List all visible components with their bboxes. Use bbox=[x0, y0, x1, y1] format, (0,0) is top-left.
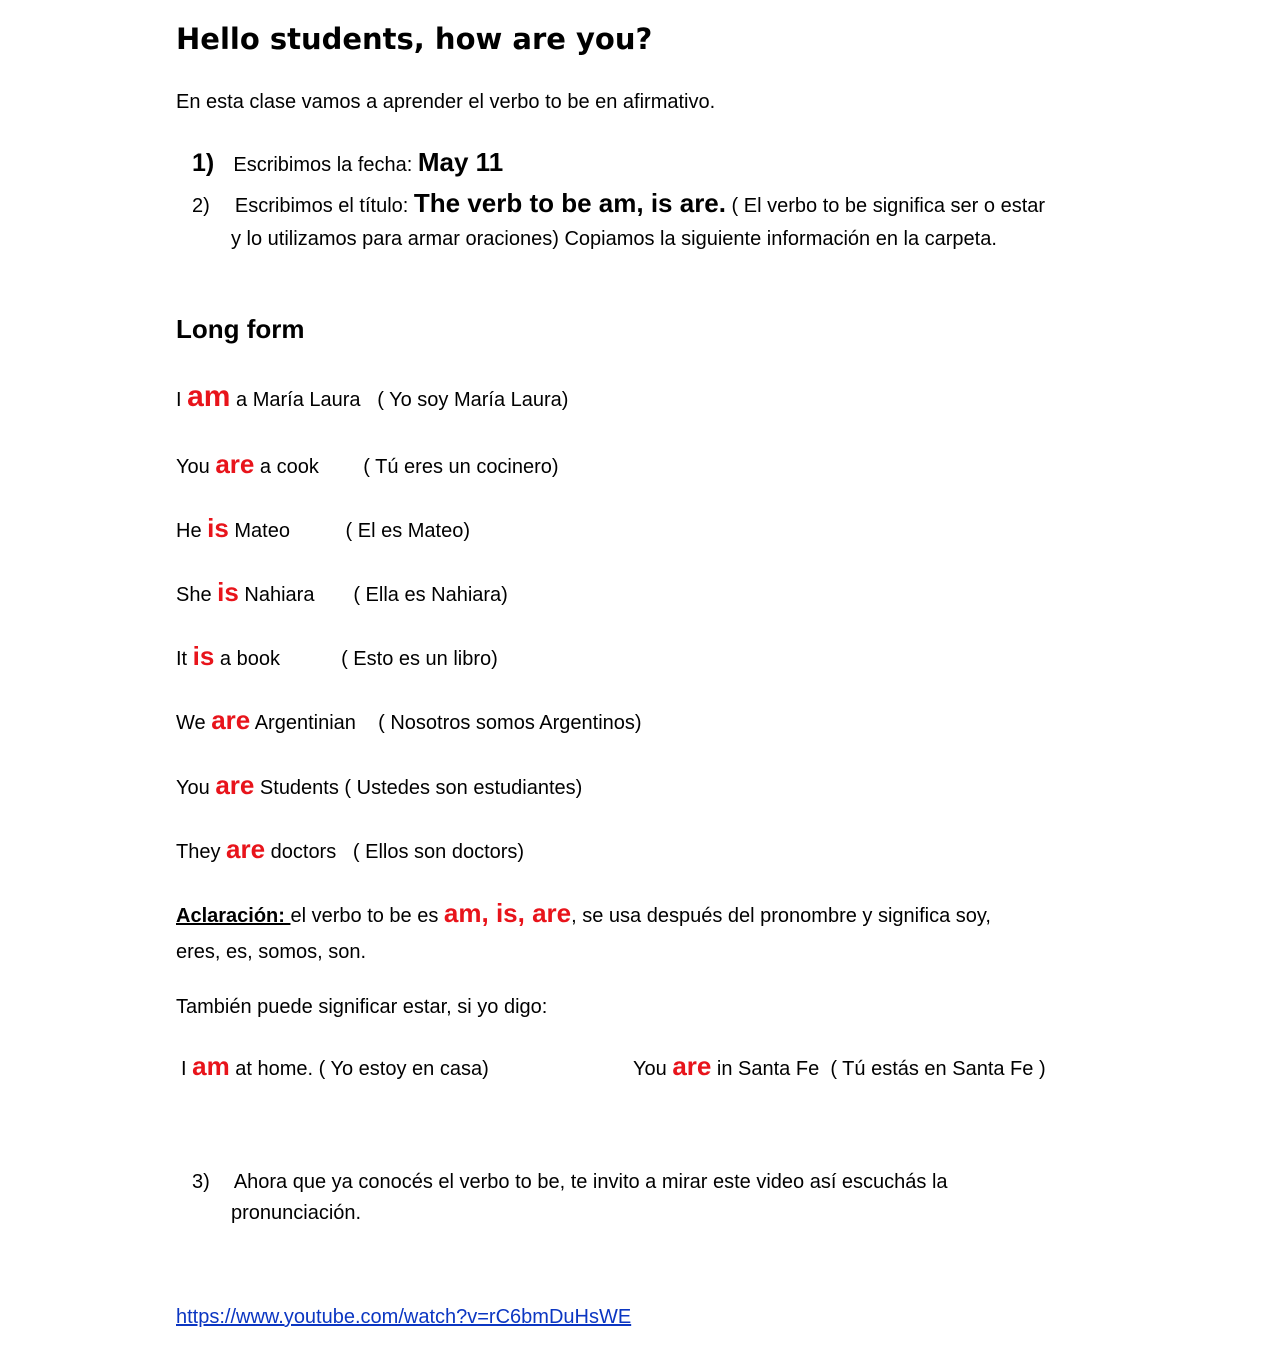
example-verb: are bbox=[226, 834, 266, 864]
example-rest: a María Laura ( Yo soy María Laura) bbox=[230, 389, 569, 411]
step-3-line-2: pronunciación. bbox=[231, 1202, 362, 1224]
example-pronoun: I bbox=[181, 1058, 193, 1080]
step-3 bbox=[192, 1171, 948, 1194]
step-1-text: Escribimos la fecha: bbox=[233, 154, 418, 176]
clarification-verbs: am, is, are bbox=[443, 898, 572, 928]
step-1 bbox=[192, 147, 503, 178]
video-link[interactable]: https://www.youtube.com/watch?v=rC6bmDuHsWE bbox=[176, 1306, 632, 1328]
example-pronoun: I bbox=[176, 389, 188, 411]
step-2-text: Escribimos el título: bbox=[234, 195, 414, 217]
example-verb: is bbox=[207, 513, 229, 543]
example-line bbox=[176, 770, 582, 801]
example-pronoun: You bbox=[176, 777, 216, 799]
example-verb: are bbox=[215, 770, 255, 800]
example-pronoun: They bbox=[176, 841, 227, 863]
clarification-text-2: , se usa después del pronombre y significa soy, bbox=[571, 905, 991, 927]
example-verb: am bbox=[192, 1051, 230, 1081]
page-title: Hello students, how are you? bbox=[176, 22, 653, 56]
example-rest: a book ( Esto es un libro) bbox=[214, 648, 498, 670]
also-text: También puede significar estar, si yo digo: bbox=[176, 996, 548, 1018]
example-rest: a cook ( Tú eres un cocinero) bbox=[254, 456, 559, 478]
example-verb: are bbox=[672, 1051, 712, 1081]
intro-text: En esta clase vamos a aprender el verbo to be en afirmativo. bbox=[176, 91, 716, 113]
estar-example bbox=[181, 1051, 489, 1082]
example-rest: Argentinian ( Nosotros somos Argentinos) bbox=[250, 712, 642, 734]
example-line bbox=[176, 834, 524, 865]
example-pronoun: He bbox=[176, 520, 208, 542]
example-pronoun: We bbox=[176, 712, 212, 734]
lesson-title: The verb to be am, is are. bbox=[413, 188, 726, 218]
long-form-heading: Long form bbox=[176, 314, 305, 344]
example-line bbox=[176, 577, 508, 608]
example-verb: are bbox=[211, 705, 251, 735]
example-rest: Mateo ( El es Mateo) bbox=[228, 520, 471, 542]
example-verb: am bbox=[187, 380, 231, 413]
step-2 bbox=[192, 188, 1045, 219]
estar-example bbox=[633, 1051, 1046, 1082]
example-rest: at home. ( Yo estoy en casa) bbox=[229, 1058, 489, 1080]
example-verb: is bbox=[192, 641, 215, 671]
example-verb: are bbox=[215, 449, 255, 479]
example-line bbox=[176, 513, 470, 544]
example-rest: Nahiara ( Ella es Nahiara) bbox=[238, 584, 508, 606]
example-pronoun: She bbox=[176, 584, 218, 606]
example-line bbox=[176, 380, 568, 414]
example-pronoun: You bbox=[176, 456, 216, 478]
step-2-line-2: y lo utilizamos para armar oraciones) Copiamos la siguiente información en la carpeta. bbox=[231, 228, 997, 250]
example-line bbox=[176, 449, 559, 480]
example-pronoun: It bbox=[176, 648, 193, 670]
date: May 11 bbox=[417, 147, 504, 177]
example-rest: doctors ( Ellos son doctors) bbox=[265, 841, 525, 863]
clarification-line-2: eres, es, somos, son. bbox=[176, 941, 367, 963]
example-line bbox=[176, 641, 498, 672]
clarification-text: el verbo to be es bbox=[290, 905, 444, 927]
clarification bbox=[176, 898, 991, 929]
step-2-number: 2) bbox=[192, 195, 210, 217]
clarification-label: Aclaración: bbox=[176, 905, 291, 927]
step-1-number: 1) bbox=[192, 149, 215, 177]
step-2-rest: ( El verbo to be significa ser o estar bbox=[726, 195, 1046, 217]
example-rest: Students ( Ustedes son estudiantes) bbox=[254, 777, 583, 799]
step-3-number: 3) bbox=[192, 1171, 210, 1193]
example-line bbox=[176, 705, 642, 736]
example-rest: in Santa Fe ( Tú estás en Santa Fe ) bbox=[711, 1058, 1046, 1080]
step-3-text: Ahora que ya conocés el verbo to be, te invito a mirar este video así escuchás la bbox=[233, 1171, 948, 1193]
example-verb: is bbox=[217, 577, 239, 607]
example-pronoun: You bbox=[633, 1058, 673, 1080]
